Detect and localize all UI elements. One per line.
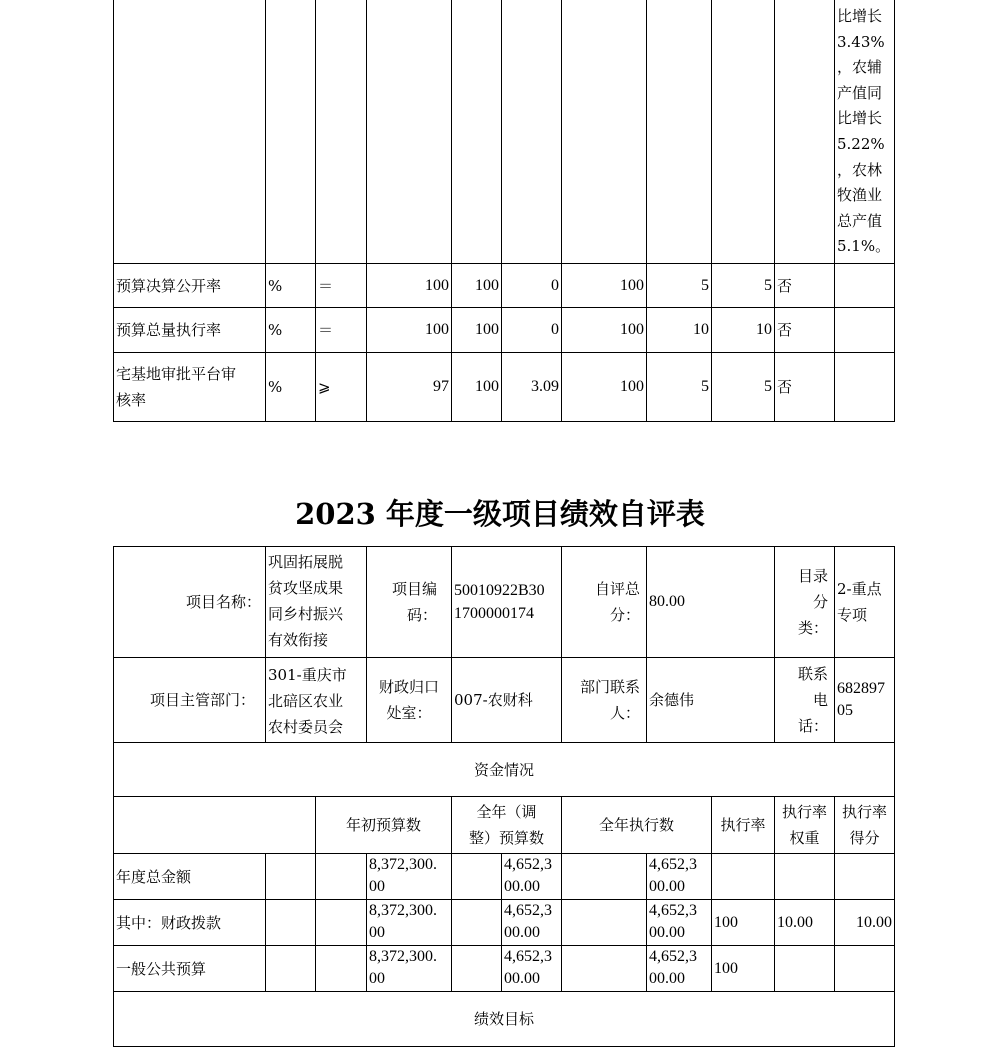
catalog-label: 目录 分 类： <box>774 546 835 658</box>
target-cell <box>366 0 452 264</box>
project-code-label: 项目编 码： <box>366 546 452 658</box>
actual-value: 100 <box>451 263 502 308</box>
funds-header-blank <box>113 796 316 854</box>
completion-value: 100 <box>561 307 647 353</box>
deviation-value: 0 <box>501 263 562 308</box>
blank-cell <box>265 853 316 900</box>
execution-rate-header: 执行率 <box>711 796 775 854</box>
blank-cell <box>561 899 647 946</box>
flag-value: 否 <box>774 263 835 308</box>
deviation-value: 0 <box>501 307 562 353</box>
blank-cell <box>315 853 367 900</box>
contact-label: 部门联系 人： <box>561 657 647 743</box>
dept-label: 项目主管部门： <box>113 657 266 743</box>
rate-weight-value <box>774 853 835 900</box>
initial-budget-value: 8,372,300. 00 <box>366 945 452 992</box>
weight-value: 5 <box>646 263 712 308</box>
executed-value: 4,652,3 00.00 <box>646 899 712 946</box>
project-code-value: 50010922B30 1700000174 <box>451 546 562 658</box>
initial-budget-header: 年初预算数 <box>315 796 452 854</box>
operator: ＝ <box>315 307 367 353</box>
blank-cell <box>561 853 647 900</box>
operator-cell <box>315 0 367 264</box>
flag-value: 否 <box>774 307 835 353</box>
indicator-name: 宅基地审批平台审 核率 <box>113 352 266 422</box>
phone-value: 682897 05 <box>834 657 895 743</box>
rate-score-header: 执行率 得分 <box>834 796 895 854</box>
execution-rate-value: 100 <box>711 945 775 992</box>
operator: ＝ <box>315 263 367 308</box>
project-name-label: 项目名称： <box>113 546 266 658</box>
unit: % <box>265 352 316 422</box>
note-cell <box>834 352 895 422</box>
indicator-name-cell <box>113 0 266 264</box>
finance-label: 财政归口 处室： <box>366 657 452 743</box>
initial-budget-value: 8,372,300. 00 <box>366 853 452 900</box>
dept-value: 301-重庆市 北碚区农业 农村委员会 <box>265 657 367 743</box>
blank-cell <box>451 853 502 900</box>
phone-label: 联系 电 话： <box>774 657 835 743</box>
score-value: 10 <box>711 307 775 353</box>
weight-value: 5 <box>646 352 712 422</box>
completion-value: 100 <box>561 263 647 308</box>
weight-cell <box>646 0 712 264</box>
flag-value: 否 <box>774 352 835 422</box>
initial-budget-value: 8,372,300. 00 <box>366 899 452 946</box>
deviation-value: 3.09 <box>501 352 562 422</box>
note-cell: 比增长 3.43% ，农辅 产值同 比增长 5.22% ，农林 牧渔业 总产值 5.1%。 <box>834 0 895 264</box>
flag-cell <box>774 0 835 264</box>
blank-cell <box>315 945 367 992</box>
project-name-value: 巩固拓展脱 贫攻坚成果 同乡村振兴 有效衔接 <box>265 546 367 658</box>
target-value: 100 <box>366 307 452 353</box>
blank-cell <box>265 945 316 992</box>
rate-weight-value <box>774 945 835 992</box>
blank-cell <box>561 945 647 992</box>
completion-cell <box>561 0 647 264</box>
actual-value: 100 <box>451 352 502 422</box>
funds-row-label: 一般公共预算 <box>113 945 266 992</box>
blank-cell <box>451 899 502 946</box>
operator: ⩾ <box>315 352 367 422</box>
indicator-name: 预算总量执行率 <box>113 307 266 353</box>
self-score-value: 80.00 <box>646 546 775 658</box>
score-cell <box>711 0 775 264</box>
execution-rate-value: 100 <box>711 899 775 946</box>
funds-row-label: 年度总金额 <box>113 853 266 900</box>
score-value: 5 <box>711 263 775 308</box>
adjusted-budget-value: 4,652,3 00.00 <box>501 853 562 900</box>
execution-rate-value <box>711 853 775 900</box>
catalog-value: 2-重点 专项 <box>834 546 895 658</box>
note-cell <box>834 307 895 353</box>
rate-score-value <box>834 853 895 900</box>
contact-value: 余德伟 <box>646 657 775 743</box>
rate-weight-value: 10.00 <box>774 899 835 946</box>
blank-cell <box>451 945 502 992</box>
rate-score-value: 10.00 <box>834 899 895 946</box>
unit: % <box>265 263 316 308</box>
blank-cell <box>265 899 316 946</box>
adjusted-budget-value: 4,652,3 00.00 <box>501 945 562 992</box>
target-value: 100 <box>366 263 452 308</box>
unit-cell <box>265 0 316 264</box>
self-score-label: 自评总 分： <box>561 546 647 658</box>
executed-value: 4,652,3 00.00 <box>646 945 712 992</box>
completion-value: 100 <box>561 352 647 422</box>
executed-header: 全年执行数 <box>561 796 712 854</box>
actual-value: 100 <box>451 307 502 353</box>
rate-weight-header: 执行率 权重 <box>774 796 835 854</box>
funds-row-label: 其中：财政拨款 <box>113 899 266 946</box>
indicator-name: 预算决算公开率 <box>113 263 266 308</box>
deviation-cell <box>501 0 562 264</box>
score-value: 5 <box>711 352 775 422</box>
weight-value: 10 <box>646 307 712 353</box>
adjusted-budget-value: 4,652,3 00.00 <box>501 899 562 946</box>
note-cell <box>834 263 895 308</box>
unit: % <box>265 307 316 353</box>
target-value: 97 <box>366 352 452 422</box>
form-title: 2023 年度一级项目绩效自评表 <box>295 497 705 531</box>
adjusted-budget-header: 全年（调 整）预算数 <box>451 796 562 854</box>
executed-value: 4,652,3 00.00 <box>646 853 712 900</box>
rate-score-value <box>834 945 895 992</box>
finance-value: 007-农财科 <box>451 657 562 743</box>
funds-section-title: 资金情况 <box>113 742 895 797</box>
goals-section-title: 绩效目标 <box>113 991 895 1047</box>
blank-cell <box>315 899 367 946</box>
actual-cell <box>451 0 502 264</box>
